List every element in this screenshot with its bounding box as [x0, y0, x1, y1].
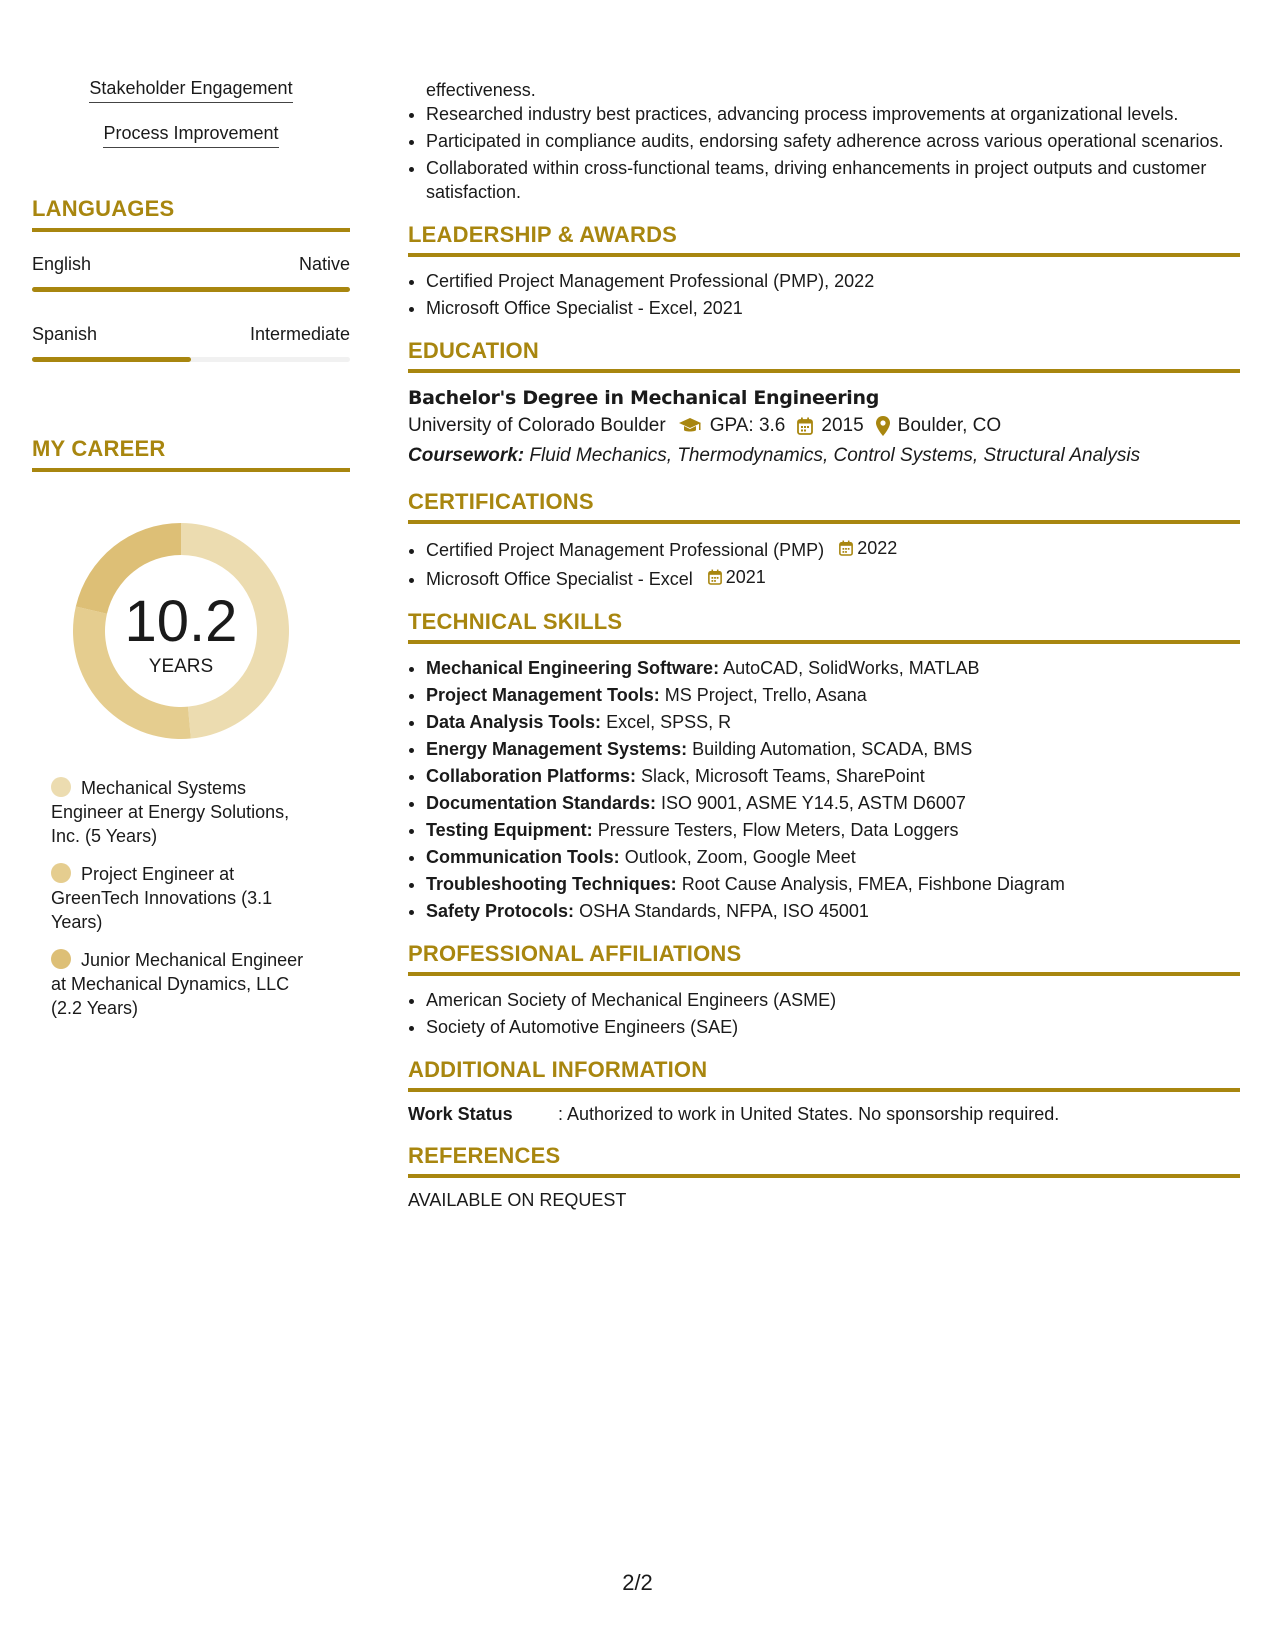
certifications-list [408, 536, 1240, 591]
skill-category: Testing Equipment: [426, 820, 593, 840]
skill-values: OSHA Standards, NFPA, ISO 45001 [579, 901, 869, 921]
affiliation-item: • American Society of Mechanical Engineers (ASME) [426, 988, 1240, 1012]
education-degree: Bachelor's Degree in Mechanical Engineering [408, 387, 880, 409]
certification-year: 2022 [857, 538, 898, 558]
technical-skills-title: TECHNICAL SKILLS [408, 609, 1240, 644]
certification-name: Microsoft Office Specialist - Excel [426, 569, 693, 589]
references-text: AVAILABLE ON REQUEST [408, 1190, 627, 1210]
skill-category: Safety Protocols: [426, 901, 575, 921]
career-legend-text: Junior Mechanical Engineer at Mechanical Dynamics, LLC (2.2 Years) [51, 950, 304, 1018]
skill-values: Pressure Testers, Flow Meters, Data Loggers [597, 820, 959, 840]
language-level: Native [298, 254, 350, 274]
calendar-icon [839, 540, 853, 556]
technical-skills-list [408, 656, 1240, 923]
page-number: 2/2 [622, 1570, 653, 1595]
skill-link: Process Improvement [103, 123, 278, 148]
legend-dot [51, 863, 71, 883]
references-title: REFERENCES [408, 1143, 1240, 1178]
technical-skill-item [426, 791, 1240, 815]
work-status-value: : Authorized to work in United States. No sponsorship required. [558, 1104, 1060, 1124]
experience-bullet: • Researched industry best practices, advancing process improvements at organizational levels. [426, 102, 1240, 126]
experience-continuation: effectiveness. [426, 80, 536, 100]
language-bar [32, 287, 350, 292]
affiliations-title: PROFESSIONAL AFFILIATIONS [408, 941, 1240, 976]
sidebar [32, 78, 350, 1020]
leadership-item: • Certified Project Management Professional (PMP), 2022 [426, 269, 1240, 293]
certification-item [426, 536, 1240, 562]
language-bar [32, 357, 350, 362]
coursework-list: Fluid Mechanics, Thermodynamics, Control Systems, Structural Analysis [529, 445, 1141, 466]
calendar-icon [797, 417, 813, 435]
language-bar-fill [32, 287, 350, 292]
work-status-label: Work Status [408, 1104, 513, 1124]
language-name: Spanish [32, 324, 98, 344]
leadership-item: • Microsoft Office Specialist - Excel, 2021 [426, 296, 1240, 320]
skill-category: Documentation Standards: [426, 793, 657, 813]
certification-name: Certified Project Management Professional (PMP) [426, 540, 825, 560]
map-pin-icon [876, 416, 890, 436]
skill-category: Data Analysis Tools: [426, 712, 602, 732]
graduation-cap-icon [678, 417, 702, 435]
skill-category: Project Management Tools: [426, 685, 660, 705]
career-total-value: 10.2 [124, 589, 238, 654]
skill-values: Excel, SPSS, R [606, 712, 732, 732]
technical-skill-item [426, 845, 1240, 869]
skill-values: Outlook, Zoom, Google Meet [624, 847, 856, 867]
technical-skill-item [426, 710, 1240, 734]
language-level: Intermediate [249, 324, 350, 344]
skill-category: Mechanical Engineering Software: [426, 658, 720, 678]
career-total-unit: YEARS [148, 656, 214, 677]
skill-category: Collaboration Platforms: [426, 766, 637, 786]
affiliation-item: • Society of Automotive Engineers (SAE) [426, 1015, 1240, 1039]
skill-values: MS Project, Trello, Asana [664, 685, 867, 705]
career-legend-text: Project Engineer at GreenTech Innovations (3.1 Years) [51, 864, 273, 932]
skill-values: Root Cause Analysis, FMEA, Fishbone Diagram [681, 874, 1065, 894]
skill-category: Communication Tools: [426, 847, 620, 867]
leadership-title: LEADERSHIP & AWARDS [408, 222, 1240, 257]
experience-bullet: • Collaborated within cross-functional teams, driving enhancements in project outputs and customer satisfaction. [426, 156, 1240, 204]
language-item [32, 254, 350, 292]
language-item [32, 324, 350, 362]
technical-skill-item [426, 764, 1240, 788]
legend-dot [51, 949, 71, 969]
main-content [408, 78, 1240, 1211]
education-year: 2015 [821, 415, 864, 436]
skill-item [32, 123, 350, 148]
skill-item [32, 78, 350, 103]
skill-category: Troubleshooting Techniques: [426, 874, 677, 894]
career-legend-text: Mechanical Systems Engineer at Energy Solutions, Inc. (5 Years) [51, 778, 290, 846]
languages-title: LANGUAGES [32, 196, 350, 232]
certification-item [426, 565, 1240, 591]
experience-bullets [408, 102, 1240, 204]
career-title: MY CAREER [32, 436, 350, 472]
education-coursework [408, 441, 1240, 471]
affiliations-list [408, 988, 1240, 1039]
technical-skill-item [426, 656, 1240, 680]
skill-values: Slack, Microsoft Teams, SharePoint [641, 766, 925, 786]
career-legend-item [51, 948, 321, 1020]
skill-values: ISO 9001, ASME Y14.5, ASTM D6007 [661, 793, 966, 813]
technical-skill-item [426, 737, 1240, 761]
additional-info-title: ADDITIONAL INFORMATION [408, 1057, 1240, 1092]
language-name: English [32, 254, 92, 274]
language-bar-fill [32, 357, 191, 362]
technical-skill-item [426, 872, 1240, 896]
skill-values: AutoCAD, SolidWorks, MATLAB [723, 658, 980, 678]
legend-dot [51, 777, 71, 797]
calendar-icon [708, 569, 722, 585]
certification-year: 2021 [725, 567, 766, 587]
experience-bullet: • Participated in compliance audits, endorsing safety adherence across various operational scenarios. [426, 129, 1240, 153]
skill-category: Energy Management Systems: [426, 739, 688, 759]
career-donut-chart [66, 516, 296, 746]
education-meta [408, 411, 1240, 441]
certifications-title: CERTIFICATIONS [408, 489, 1240, 524]
technical-skill-item [426, 683, 1240, 707]
career-legend-item [51, 776, 321, 848]
education-location: Boulder, CO [897, 415, 1002, 436]
career-legend-item [51, 862, 321, 934]
technical-skill-item [426, 818, 1240, 842]
education-school: University of Colorado Boulder [408, 415, 666, 436]
skill-link: Stakeholder Engagement [89, 78, 292, 103]
technical-skill-item [426, 899, 1240, 923]
leadership-list [408, 269, 1240, 320]
coursework-label: Coursework: [408, 445, 525, 466]
skill-values: Building Automation, SCADA, BMS [692, 739, 973, 759]
education-title: EDUCATION [408, 338, 1240, 373]
education-gpa: GPA: 3.6 [709, 415, 786, 436]
work-status-row [408, 1104, 1240, 1125]
